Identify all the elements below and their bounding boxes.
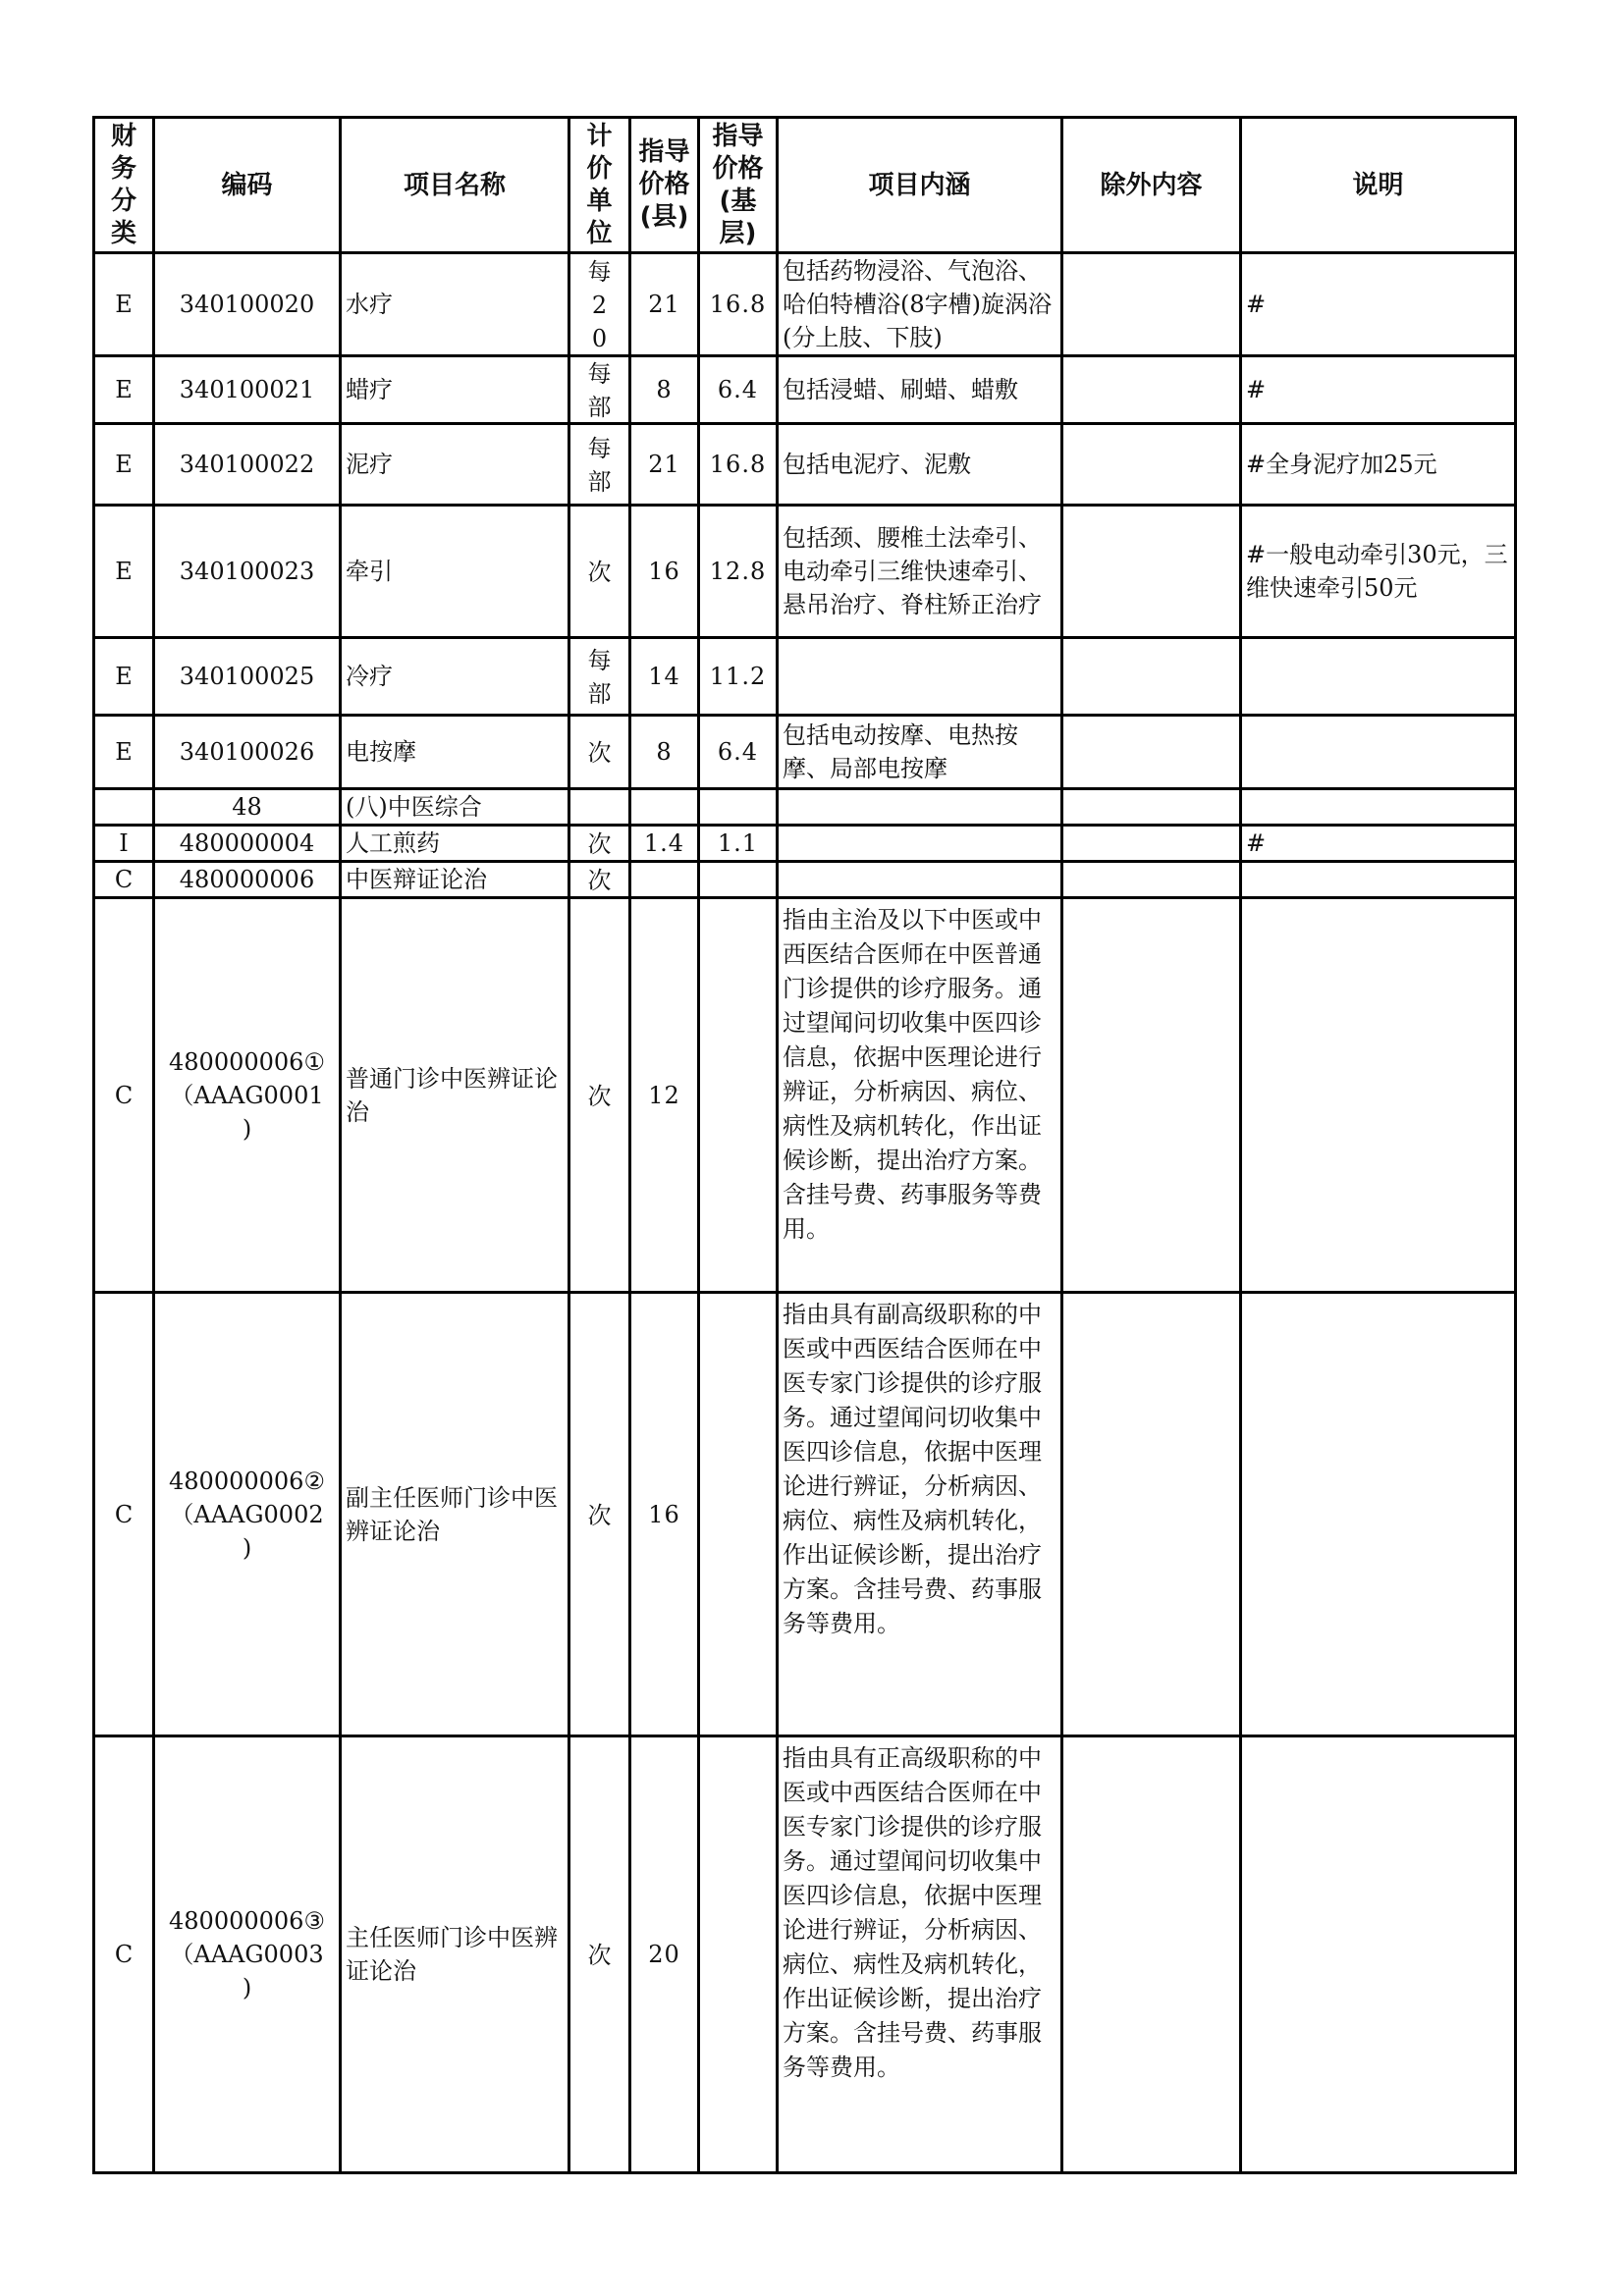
cell-unit [569, 826, 630, 862]
price-schedule-sheet [92, 116, 1517, 2174]
unit-text: 每20 [587, 258, 612, 352]
cell-unit [569, 356, 630, 424]
cell-code [154, 716, 341, 789]
cell-content [778, 789, 1062, 826]
cell-name: 水疗 [341, 253, 569, 356]
unit-text: 次 [587, 1942, 612, 1969]
code-main: 480000006③ [169, 1907, 325, 1935]
cell-category: C [94, 1736, 154, 2173]
code-main: 340100022 [179, 451, 315, 478]
cell-code [154, 506, 341, 638]
cell-price-county: 8 [630, 716, 699, 789]
cell-unit [569, 253, 630, 356]
cell-excluded [1062, 826, 1241, 862]
cell-excluded [1062, 789, 1241, 826]
header-notes: 说明 [1241, 118, 1516, 253]
cell-content: 指由具有副高级职称的中医或中西医结合医师在中医专家门诊提供的诊疗服务。通过望闻问切收集中医四诊信息，依据中医理论进行辨证，分析病因、病位、病性及病机转化，作出证候诊断，提出治疗方案。含挂号费、药事服务等费用。 [778, 1293, 1062, 1736]
header-unit-line: 价 [586, 153, 613, 184]
code-main: 480000004 [179, 829, 315, 857]
header-price-county-line: 价格 [638, 170, 690, 199]
cell-code [154, 638, 341, 716]
table-row [94, 638, 1516, 716]
cell-name: 副主任医师门诊中医辨证论治 [341, 1293, 569, 1736]
cell-unit [569, 1293, 630, 1736]
unit-text: 次 [587, 739, 612, 767]
header-unit-line: 位 [586, 218, 613, 248]
cell-price-base [699, 1293, 778, 1736]
cell-name: 泥疗 [341, 424, 569, 506]
code-main: 340100023 [179, 558, 315, 585]
cell-excluded [1062, 1736, 1241, 2173]
table-row [94, 253, 1516, 356]
cell-unit [569, 424, 630, 506]
cell-content: 包括药物浸浴、气泡浴、哈伯特槽浴(8字槽)旋涡浴(分上肢、下肢) [778, 253, 1062, 356]
cell-category: E [94, 356, 154, 424]
cell-notes: # [1241, 826, 1516, 862]
cell-excluded [1062, 356, 1241, 424]
cell-category [94, 789, 154, 826]
cell-excluded [1062, 1293, 1241, 1736]
unit-text: 次 [587, 559, 612, 586]
cell-excluded [1062, 638, 1241, 716]
unit-text: 每部 [587, 360, 612, 421]
cell-content: 包括电泥疗、泥敷 [778, 424, 1062, 506]
cell-price-base: 1.1 [699, 826, 778, 862]
header-code: 编码 [154, 118, 341, 253]
cell-notes [1241, 862, 1516, 898]
cell-name: (八)中医综合 [341, 789, 569, 826]
header-category [94, 118, 154, 253]
code-main: 480000006 [179, 866, 315, 893]
header-name: 项目名称 [341, 118, 569, 253]
table-row [94, 506, 1516, 638]
cell-price-county: 14 [630, 638, 699, 716]
cell-notes: #一般电动牵引30元，三维快速牵引50元 [1241, 506, 1516, 638]
unit-text: 每部 [587, 647, 612, 708]
code-sub: （AAAG0003 [170, 1941, 324, 1968]
cell-name: 电按摩 [341, 716, 569, 789]
header-unit-line: 单 [586, 186, 613, 216]
cell-price-county: 12 [630, 898, 699, 1293]
header-unit [569, 118, 630, 253]
cell-price-base: 6.4 [699, 356, 778, 424]
header-category-line: 分 [110, 186, 136, 216]
code-main: 340100025 [179, 663, 315, 690]
cell-name: 冷疗 [341, 638, 569, 716]
code-main: 480000006① [169, 1047, 325, 1076]
header-content: 项目内涵 [778, 118, 1062, 253]
table-row [94, 424, 1516, 506]
cell-notes [1241, 898, 1516, 1293]
cell-price-county: 20 [630, 1736, 699, 2173]
cell-name: 蜡疗 [341, 356, 569, 424]
cell-unit [569, 716, 630, 789]
table-row [94, 1736, 1516, 2173]
cell-unit [569, 638, 630, 716]
table-row [94, 862, 1516, 898]
price-table [92, 116, 1517, 2174]
unit-text: 次 [587, 1501, 612, 1529]
cell-price-base: 16.8 [699, 253, 778, 356]
cell-category: E [94, 716, 154, 789]
header-price-base-line: 层) [719, 218, 757, 248]
unit-text: 次 [587, 1082, 612, 1110]
cell-price-county: 8 [630, 356, 699, 424]
cell-unit [569, 789, 630, 826]
cell-content [778, 862, 1062, 898]
cell-category: I [94, 826, 154, 862]
unit-text: 次 [587, 830, 612, 858]
unit-text: 每部 [587, 435, 612, 496]
cell-category: E [94, 638, 154, 716]
cell-price-county [630, 862, 699, 898]
cell-notes: # [1241, 356, 1516, 424]
cell-price-base [699, 1736, 778, 2173]
cell-price-county: 16 [630, 506, 699, 638]
code-main: 340100021 [179, 376, 315, 403]
header-unit-line: 计 [586, 121, 613, 151]
cell-price-base: 16.8 [699, 424, 778, 506]
cell-content: 包括颈、腰椎土法牵引、电动牵引三维快速牵引、悬吊治疗、脊柱矫正治疗 [778, 506, 1062, 638]
cell-code [154, 253, 341, 356]
cell-notes [1241, 789, 1516, 826]
header-price-county [630, 118, 699, 253]
cell-price-county [630, 789, 699, 826]
header-row [94, 118, 1516, 253]
header-price-base [699, 118, 778, 253]
cell-content: 包括电动按摩、电热按摩、局部电按摩 [778, 716, 1062, 789]
cell-price-base [699, 898, 778, 1293]
code-main: 340100020 [179, 291, 315, 318]
table-row [94, 826, 1516, 862]
cell-notes [1241, 1736, 1516, 2173]
cell-category: C [94, 1293, 154, 1736]
cell-category: C [94, 898, 154, 1293]
cell-notes [1241, 638, 1516, 716]
cell-name: 主任医师门诊中医辨证论治 [341, 1736, 569, 2173]
code-main: 480000006② [169, 1467, 325, 1495]
cell-code [154, 1736, 341, 2173]
table-row [94, 716, 1516, 789]
cell-code [154, 789, 341, 826]
header-price-base-line: (基 [719, 186, 757, 216]
table-row [94, 356, 1516, 424]
cell-excluded [1062, 506, 1241, 638]
cell-price-base: 12.8 [699, 506, 778, 638]
cell-code [154, 862, 341, 898]
header-category-line: 务 [110, 153, 136, 184]
header-price-base-line: 价格 [712, 153, 764, 184]
cell-name: 人工煎药 [341, 826, 569, 862]
cell-code [154, 898, 341, 1293]
header-price-base-line: 指导 [712, 121, 764, 151]
cell-notes: # [1241, 253, 1516, 356]
header-category-line: 类 [110, 218, 136, 248]
cell-category: C [94, 862, 154, 898]
cell-price-base: 6.4 [699, 716, 778, 789]
cell-excluded [1062, 424, 1241, 506]
table-row [94, 789, 1516, 826]
unit-text: 次 [587, 867, 612, 894]
cell-code [154, 826, 341, 862]
cell-excluded [1062, 862, 1241, 898]
cell-price-county: 16 [630, 1293, 699, 1736]
cell-category: E [94, 253, 154, 356]
header-excluded: 除外内容 [1062, 118, 1241, 253]
header-price-county-line: 指导 [638, 137, 690, 167]
cell-price-county: 21 [630, 253, 699, 356]
cell-excluded [1062, 716, 1241, 789]
code-main: 48 [232, 793, 262, 821]
cell-code [154, 356, 341, 424]
cell-content: 包括浸蜡、刷蜡、蜡敷 [778, 356, 1062, 424]
cell-notes: #全身泥疗加25元 [1241, 424, 1516, 506]
header-category-line: 财 [110, 121, 136, 151]
cell-name: 普通门诊中医辨证论治 [341, 898, 569, 1293]
table-row [94, 898, 1516, 1293]
code-sub: （AAAG0001 [170, 1081, 324, 1109]
cell-code [154, 424, 341, 506]
cell-content: 指由主治及以下中医或中西医结合医师在中医普通门诊提供的诊疗服务。通过望闻问切收集中医四诊信息，依据中医理论进行辨证，分析病因、病位、病性及病机转化，作出证候诊断，提出治疗方案。含挂号费、药事服务等费用。 [778, 898, 1062, 1293]
cell-price-base [699, 789, 778, 826]
cell-content [778, 826, 1062, 862]
code-main: 340100026 [179, 738, 315, 766]
cell-price-base: 11.2 [699, 638, 778, 716]
cell-excluded [1062, 898, 1241, 1293]
cell-category: E [94, 424, 154, 506]
code-close: ) [242, 1114, 252, 1143]
code-close: ) [242, 1533, 252, 1562]
cell-category: E [94, 506, 154, 638]
table-row [94, 1293, 1516, 1736]
header-price-county-line: (县) [639, 202, 689, 232]
cell-price-county: 21 [630, 424, 699, 506]
table-body [94, 253, 1516, 2173]
cell-unit [569, 898, 630, 1293]
cell-name: 牵引 [341, 506, 569, 638]
cell-notes [1241, 716, 1516, 789]
cell-unit [569, 506, 630, 638]
cell-unit [569, 1736, 630, 2173]
code-sub: （AAAG0002 [170, 1500, 324, 1528]
cell-name: 中医辩证论治 [341, 862, 569, 898]
cell-content [778, 638, 1062, 716]
code-close: ) [242, 1974, 252, 2002]
cell-code [154, 1293, 341, 1736]
cell-price-base [699, 862, 778, 898]
cell-notes [1241, 1293, 1516, 1736]
cell-content: 指由具有正高级职称的中医或中西医结合医师在中医专家门诊提供的诊疗服务。通过望闻问切收集中医四诊信息，依据中医理论进行辨证，分析病因、病位、病性及病机转化，作出证候诊断，提出治疗方案。含挂号费、药事服务等费用。 [778, 1736, 1062, 2173]
cell-price-county: 1.4 [630, 826, 699, 862]
cell-unit [569, 862, 630, 898]
cell-excluded [1062, 253, 1241, 356]
